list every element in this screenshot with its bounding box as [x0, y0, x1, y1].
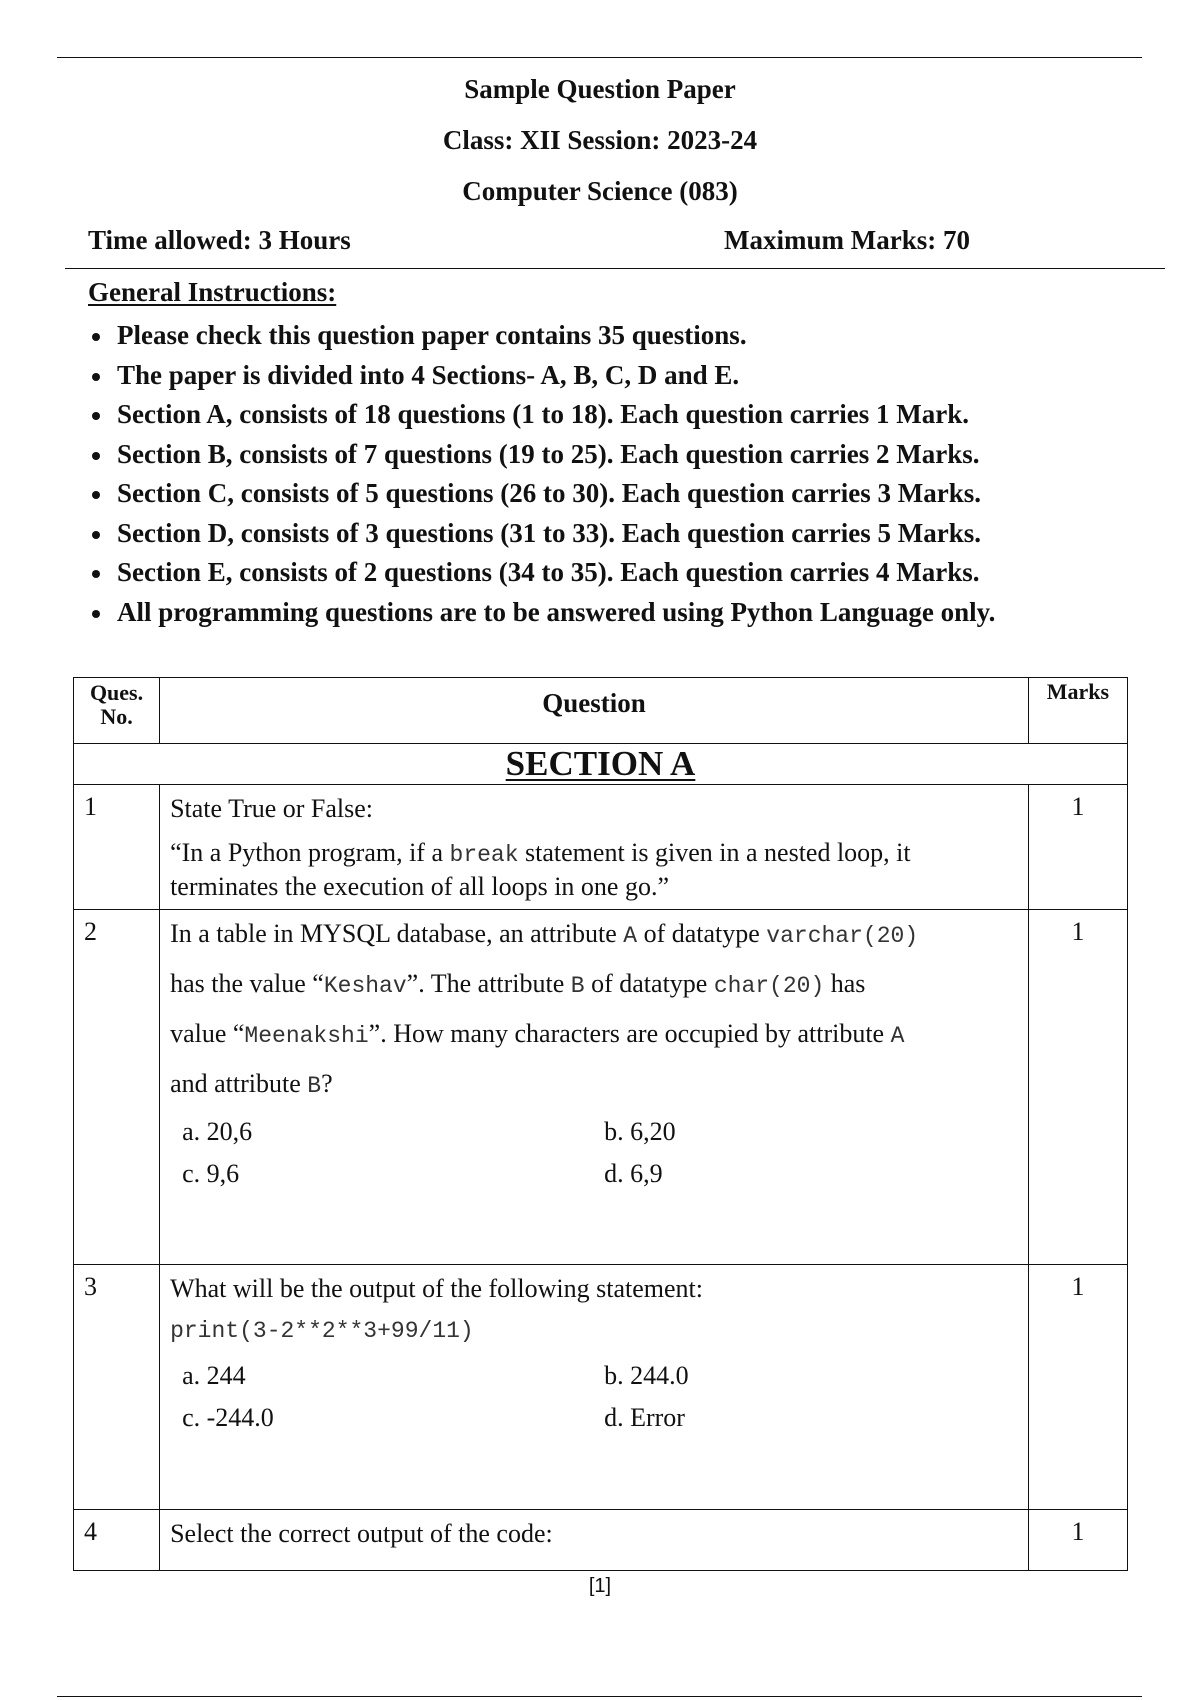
table-row — [74, 910, 1128, 1265]
instruction-item: Section C, consists of 5 questions (26 to 30). Each question carries 3 Marks. — [86, 474, 995, 514]
subject-title: Computer Science (083) — [462, 176, 738, 206]
instruction-item: Section B, consists of 7 questions (19 to 25). Each question carries 2 Marks. — [86, 435, 995, 475]
option-c: c. 9,6 — [182, 1159, 240, 1188]
top-rule — [57, 57, 1142, 58]
instruction-item: Section E, consists of 2 questions (34 to 35). Each question carries 4 Marks. — [86, 553, 995, 593]
table-header-row — [74, 678, 1128, 744]
question-table — [73, 677, 1128, 1571]
time-allowed: Time allowed: 3 Hours — [88, 225, 351, 255]
question-marks: 1 — [1028, 1510, 1127, 1571]
question-number: 4 — [74, 1510, 160, 1571]
instruction-item: All programming questions are to be answered using Python Language only. — [86, 593, 995, 633]
instruction-item: Section D, consists of 3 questions (31 to 33). Each question carries 5 Marks. — [86, 514, 995, 554]
marks-header: Marks — [1028, 678, 1127, 744]
general-instructions-title: General Instructions: — [88, 277, 337, 307]
option-c: c. -244.0 — [182, 1403, 274, 1432]
option-d: d. 6,9 — [604, 1159, 663, 1188]
instruction-item: Please check this question paper contains 35 questions. — [86, 316, 995, 356]
question-text: In a table in MYSQL database, an attribute A of datatype varchar(20) has the value “Keshav”. The attribute B of datatype char(20) has value “Meenakshi”. How many characters are occupied by attribute A and attribute B? a. 20,6 b. 6,20 c. 9,6 d. 6,9 — [160, 910, 1029, 1265]
table-row — [74, 1265, 1128, 1510]
instruction-item: Section A, consists of 18 questions (1 to 18). Each question carries 1 Mark. — [86, 395, 995, 435]
option-b: b. 244.0 — [604, 1361, 689, 1390]
question-text: What will be the output of the following statement: print(3-2**2**3+99/11) a. 244 b. 244.0 c. -244.0 d. Error — [160, 1265, 1029, 1510]
table-row — [74, 785, 1128, 910]
instructions-list — [86, 316, 995, 632]
header-rule — [65, 268, 1165, 269]
maximum-marks: Maximum Marks: 70 — [724, 225, 970, 255]
option-a: a. 244 — [182, 1361, 246, 1390]
question-marks: 1 — [1028, 910, 1127, 1265]
question-number: 1 — [74, 785, 160, 910]
question-header: Question — [160, 678, 1029, 744]
section-title: SECTION A — [505, 744, 696, 783]
instruction-item: The paper is divided into 4 Sections- A, B, C, D and E. — [86, 356, 995, 396]
page-number: [1] — [588, 1575, 612, 1597]
paper-title: Sample Question Paper — [464, 74, 736, 104]
code-line: print(3-2**2**3+99/11) — [170, 1318, 474, 1344]
option-d: d. Error — [604, 1403, 685, 1432]
answer-options — [182, 1361, 1018, 1433]
question-number: 2 — [74, 910, 160, 1265]
option-a: a. 20,6 — [182, 1117, 253, 1146]
section-row — [74, 744, 1128, 785]
option-b: b. 6,20 — [604, 1117, 676, 1146]
ques-no-header: Ques. No. — [74, 678, 160, 744]
question-text: State True or False: “In a Python program, if a break statement is given in a nested loop, it terminates the execution of all loops in one go.” — [160, 785, 1029, 910]
class-session: Class: XII Session: 2023-24 — [442, 125, 758, 155]
question-marks: 1 — [1028, 785, 1127, 910]
question-marks: 1 — [1028, 1265, 1127, 1510]
answer-options — [182, 1117, 1018, 1189]
bottom-rule — [57, 1696, 1142, 1697]
question-text: Select the correct output of the code: — [160, 1510, 1029, 1571]
question-number: 3 — [74, 1265, 160, 1510]
table-row — [74, 1510, 1128, 1571]
